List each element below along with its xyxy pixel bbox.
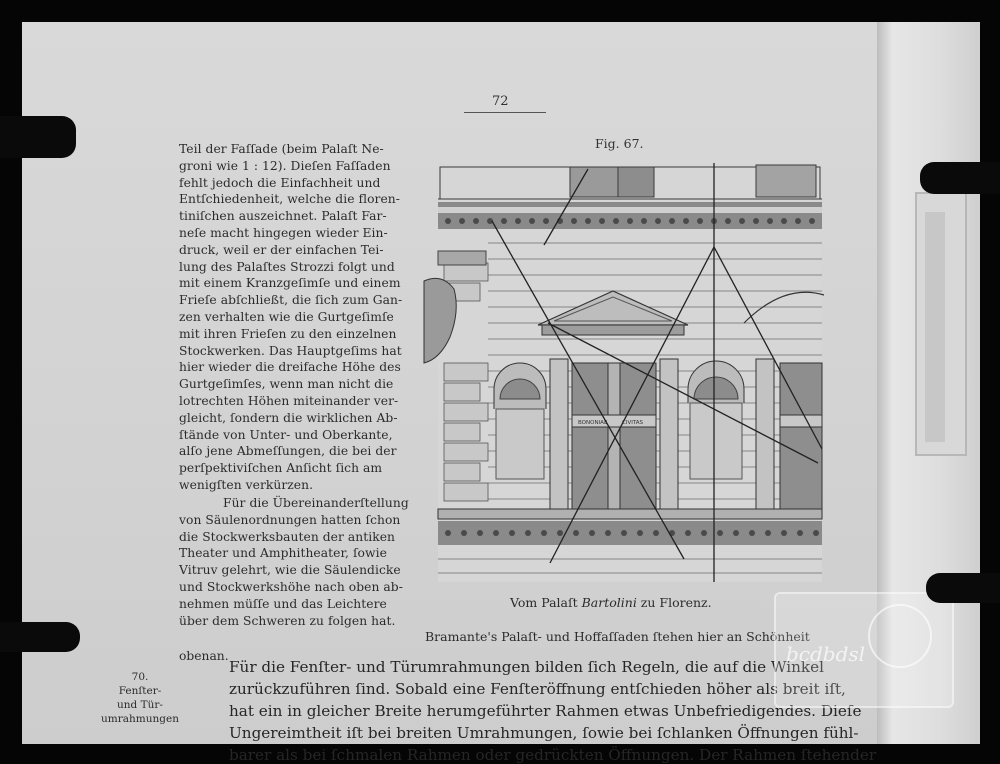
- caption-suffix: zu Florenz.: [636, 595, 712, 610]
- body-line: Für die Fenſter- und Türumrahmungen bilden ſich Regeln, die auf die Winkel: [229, 658, 824, 676]
- margin-note-line: und Tür-: [117, 699, 163, 711]
- text-line: druck, weil er der einfachen Tei-: [179, 242, 384, 257]
- underlying-panel-inner: [925, 212, 945, 442]
- film-clip-left-top: [0, 116, 76, 158]
- caption-name: Bartolini: [581, 595, 637, 610]
- text-line: Für die Übereinanderſtellung: [223, 496, 409, 510]
- text-line: Frieſe abſchließt, die ſich zum Gan-: [179, 293, 403, 308]
- text-line: Vitruv gelehrt, wie die Säulendicke: [179, 563, 401, 578]
- photo-plate: [22, 22, 980, 764]
- facade-illustration: [438, 163, 822, 582]
- figure-label: Fig. 67.: [595, 136, 644, 151]
- margin-note-number: 70.: [131, 671, 149, 683]
- text-line: von Säulenordnungen hatten ſchon: [179, 512, 401, 527]
- book-page: [22, 22, 877, 764]
- text-line: über dem Schweren zu folgen hat.: [179, 613, 396, 628]
- caption-prefix: Vom Palaſt: [510, 595, 582, 610]
- film-clip-right-bottom: [926, 573, 1000, 603]
- text-line-obenan: obenan.: [179, 649, 229, 663]
- body-line: zurückzuführen ſind. Sobald eine Fenſteröffnung entſchieden höher als breit iſt,: [229, 680, 846, 698]
- window-sign-left: BONONIAE: [578, 420, 608, 426]
- margin-note: [94, 670, 186, 726]
- text-line: neſe macht hingegen wieder Ein-: [179, 226, 388, 240]
- body-line: hat ein in gleicher Breite herumgeführter Rahmen etwas Unbefriedigendes. Dieſe: [229, 702, 862, 720]
- text-line: Entſchiedenheit, welche die floren-: [179, 192, 400, 207]
- figure-caption: [510, 595, 712, 610]
- text-line: Theater und Amphitheater, ſowie: [179, 546, 387, 561]
- text-line: mit ihren Frieſen zu den einzelnen: [179, 326, 397, 341]
- film-clip-right-top: [920, 162, 1000, 194]
- stamp-text: bcdbdsl: [786, 642, 866, 666]
- text-line: Stockwerken. Das Hauptgeſims hat: [179, 343, 402, 358]
- page-number: 72: [492, 94, 509, 109]
- film-clip-left-bottom: [0, 622, 80, 652]
- text-line: die Stockwerksbauten der antiken: [179, 529, 396, 544]
- text-line: perſpektiviſchen Anſicht ſich am: [179, 461, 383, 476]
- text-line: hier wieder die dreifache Höhe des: [179, 360, 401, 375]
- text-line: Gurtgeſimſes, wenn man nicht die: [179, 377, 394, 392]
- text-line: und Stockwerkshöhe nach oben ab-: [179, 580, 403, 594]
- text-line: lotrechten Höhen miteinander ver-: [179, 394, 399, 408]
- bramante-line: Bramante's Palaſt- und Hoffaſſaden ſtehen hier an Schönheit: [425, 629, 810, 644]
- body-line: Ungereimtheit iſt bei breiten Umrahmungen, ſowie bei ſchlanken Öffnungen fühl-: [229, 724, 859, 742]
- window-sign-right: CIVITAS: [622, 420, 644, 426]
- text-line: tiniſchen auszeichnet. Palaſt Far-: [179, 209, 387, 224]
- library-stamp: [774, 592, 954, 708]
- text-line: wenigſten verkürzen.: [179, 478, 314, 492]
- text-line: fehlt jedoch die Einfachheit und: [179, 175, 381, 190]
- margin-note-line: umrahmungen: [101, 713, 179, 725]
- page-number-rule: [464, 112, 546, 113]
- margin-note-line: Fenſter-: [118, 685, 162, 697]
- text-line: zen verhalten wie die Gurtgeſimſe: [179, 310, 394, 324]
- text-line: ſtände von Unter- und Oberkante,: [179, 427, 393, 442]
- text-line: mit einem Kranzgeſimſe und einem: [179, 276, 401, 291]
- text-line: lung des Palaſtes Strozzi folgt und: [179, 259, 395, 274]
- body-line: barer als bei ſchmalen Rahmen oder gedrückten Öffnungen. Der Rahmen ſtehender: [229, 746, 877, 764]
- text-line: groni wie 1 : 12). Dieſen Faſſaden: [179, 158, 391, 173]
- stamp-circle: [868, 604, 932, 668]
- text-line: alſo jene Abmeſſungen, die bei der: [179, 444, 397, 459]
- text-line: nehmen müſſe und das Leichtere: [179, 596, 387, 611]
- text-line: Teil der Faſſade (beim Palaſt Ne-: [179, 142, 384, 156]
- text-line: gleicht, ſondern die wirklichen Ab-: [179, 410, 398, 425]
